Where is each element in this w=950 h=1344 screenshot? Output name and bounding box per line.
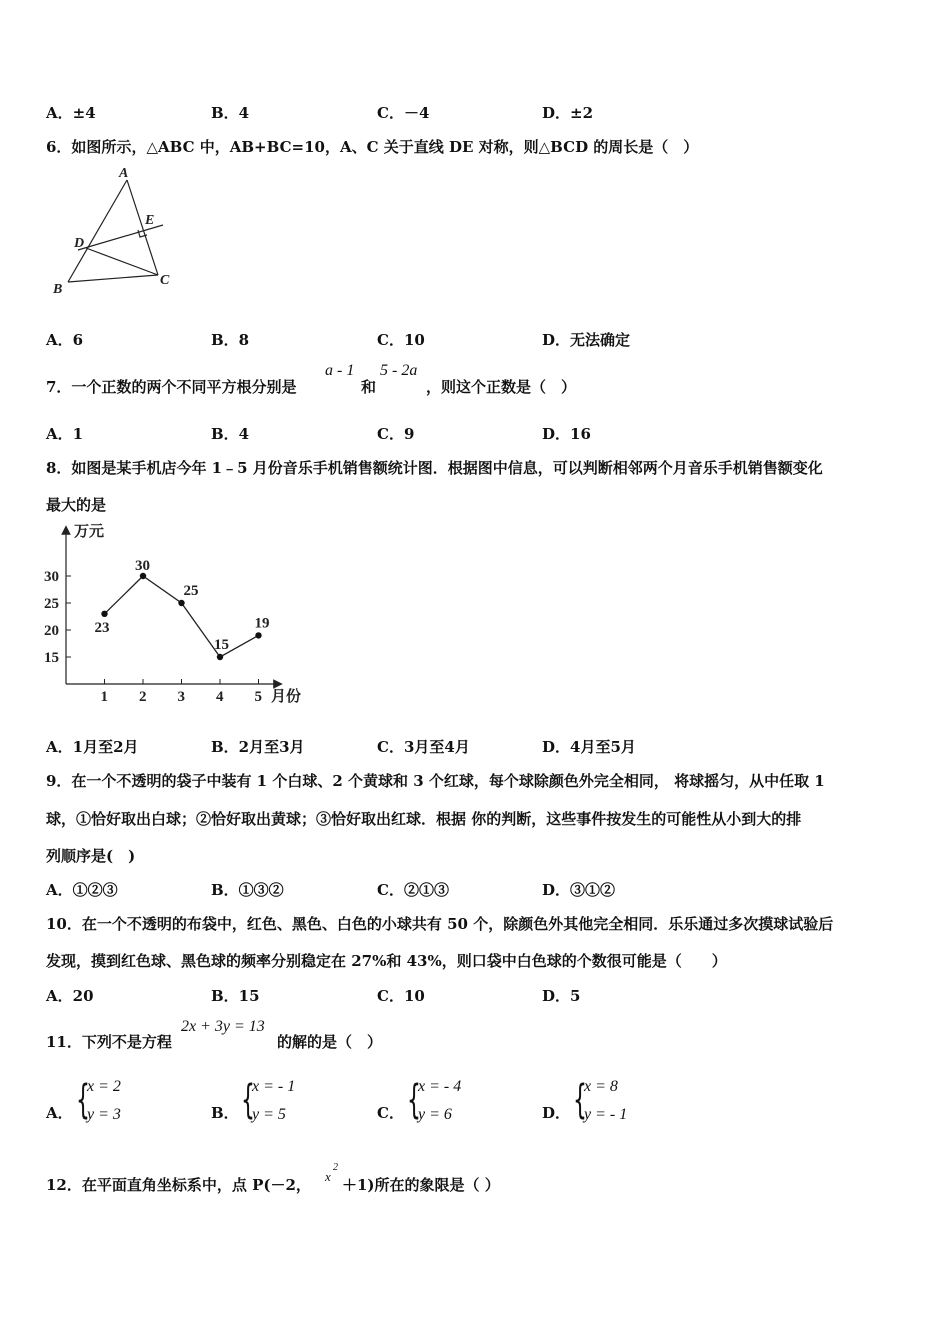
sales-line-chart <box>40 518 320 713</box>
q7-option-b: B．4 <box>211 425 250 443</box>
q7-stem-suffix: ，则这个正数是（ ） <box>426 378 577 396</box>
q9-line1: 9．在一个不透明的袋子中装有 1 个白球、2 个黄球和 3 个红球，每个球除颜色外完全相同， 将球摇匀，从中任取 1 <box>46 772 825 790</box>
q11-option-c-brace: { <box>407 1077 421 1123</box>
q8-stem-line1: 8．如图是某手机店今年 1﹣5 月份音乐手机销售额统计图．根据图中信息，可以判断相邻两个月音乐手机销售额变化 <box>46 459 823 477</box>
data-point <box>101 611 107 617</box>
q8-stem-line2: 最大的是 <box>46 496 107 514</box>
q9-line3: 列顺序是( ) <box>46 847 136 865</box>
q5-option-b: B．4 <box>211 104 250 122</box>
side-ab <box>68 180 127 282</box>
y-tick-label: 15 <box>44 650 59 666</box>
q9-option-a: A．①②③ <box>46 881 118 899</box>
x-tick-label: 2 <box>139 689 147 705</box>
y-tick-label: 25 <box>44 596 59 612</box>
line-de <box>78 225 163 250</box>
q7-expr1: a - 1 <box>325 362 355 379</box>
q5-option-c: C．－4 <box>377 104 430 122</box>
series-line <box>105 576 259 657</box>
q5-option-a: A．±4 <box>46 104 96 122</box>
q9-option-b: B．①③② <box>211 881 284 899</box>
x-tick-label: 1 <box>100 689 108 705</box>
q11-option-d-label: D． <box>542 1104 571 1122</box>
data-point <box>255 632 261 638</box>
x-tick-label: 5 <box>254 689 262 705</box>
data-point <box>178 600 184 606</box>
data-label: 30 <box>135 558 150 574</box>
q11-equation: 2x + 3y = 13 <box>181 1018 265 1035</box>
label-b: B <box>53 282 63 297</box>
label-d: D <box>74 236 85 251</box>
q10-line2: 发现，摸到红色球、黑色球的频率分别稳定在 27%和 43%，则口袋中白色球的个数很可能是（ ） <box>46 952 727 970</box>
q11-option-b-label: B． <box>211 1104 239 1122</box>
q6-option-b: B．8 <box>211 331 250 349</box>
q11-stem-suffix: 的解的是（ ） <box>277 1033 383 1051</box>
q11-option-b-row1: x = - 1 <box>252 1078 296 1095</box>
q11-option-b-row2: y = 5 <box>252 1106 286 1123</box>
q11-option-a-label: A． <box>46 1104 73 1122</box>
q10-line1: 10．在一个不透明的布袋中，红色、黑色、白色的小球共有 50 个，除颜色外其他完全相同．乐乐通过多次摸球试验后 <box>46 915 834 933</box>
q11-stem-prefix: 11．下列不是方程 <box>46 1033 172 1051</box>
q11-option-b-brace: { <box>241 1077 255 1123</box>
q6-option-a: A．6 <box>46 331 84 349</box>
q8-option-c: C．3月至4月 <box>377 738 470 756</box>
data-point <box>217 654 223 660</box>
q12-expr: x <box>325 1169 331 1184</box>
q10-option-b: B．15 <box>211 987 260 1005</box>
data-label: 23 <box>94 619 110 636</box>
data-label: 15 <box>214 637 229 653</box>
y-axis-label: 万元 <box>74 524 105 540</box>
x-tick-label: 3 <box>177 689 185 705</box>
q7-option-d: D．16 <box>542 425 591 443</box>
side-bc <box>68 275 158 282</box>
q10-option-d: D．5 <box>542 987 581 1005</box>
q7-option-c: C．9 <box>377 425 415 443</box>
q7-option-a: A．1 <box>46 425 84 443</box>
q11-option-a-row2: y = 3 <box>87 1106 121 1123</box>
x-axis-label: 月份 <box>271 689 302 705</box>
q12-stem-suffix: ＋1)所在的象限是（ ） <box>342 1176 500 1194</box>
q9-option-c: C．②①③ <box>377 881 449 899</box>
y-tick-label: 20 <box>44 623 59 639</box>
q7-expr2: 5 - 2a <box>380 362 418 379</box>
q6-triangle-figure <box>48 165 183 300</box>
label-e: E <box>145 213 155 228</box>
q11-option-d-row2: y = - 1 <box>584 1106 628 1123</box>
q11-option-c-row2: y = 6 <box>418 1106 452 1123</box>
q6-option-d: D．无法确定 <box>542 331 631 349</box>
data-label: 19 <box>254 615 270 632</box>
label-a: A <box>119 166 129 181</box>
q12-stem-prefix: 12．在平面直角坐标系中，点 P(－2， <box>46 1176 311 1194</box>
q9-line2: 球，①恰好取出白球；②恰好取出黄球；③恰好取出红球．根据 你的判断，这些事件按发生的可能性从小到大的排 <box>46 810 802 828</box>
q11-option-c-label: C． <box>377 1104 404 1122</box>
y-tick-label: 30 <box>44 569 59 585</box>
q5-option-d: D．±2 <box>542 104 594 122</box>
q11-option-a-row1: x = 2 <box>87 1078 121 1095</box>
label-c: C <box>160 273 170 288</box>
q10-option-c: C．10 <box>377 987 425 1005</box>
q6-option-c: C．10 <box>377 331 425 349</box>
q8-option-d: D．4月至5月 <box>542 738 636 756</box>
q7-connector: 和 <box>361 378 377 396</box>
q12-exponent: 2 <box>333 1162 338 1173</box>
q8-option-a: A．1月至2月 <box>46 738 139 756</box>
q6-stem: 6．如图所示，△ABC 中，AB+BC=10，A、C 关于直线 DE 对称，则△BCD 的周长是（ ） <box>46 138 699 156</box>
q9-option-d: D．③①② <box>542 881 616 899</box>
segment-dc <box>86 248 158 275</box>
q11-option-d-brace: { <box>573 1077 587 1123</box>
x-tick-label: 4 <box>216 689 224 705</box>
data-label: 25 <box>183 583 199 599</box>
q8-option-b: B．2月至3月 <box>211 738 305 756</box>
q11-option-d-row1: x = 8 <box>584 1078 618 1095</box>
q11-option-a-brace: { <box>76 1077 90 1123</box>
q11-option-c-row1: x = - 4 <box>418 1078 462 1095</box>
q7-stem-prefix: 7．一个正数的两个不同平方根分别是 <box>46 378 297 396</box>
q10-option-a: A．20 <box>46 987 94 1005</box>
